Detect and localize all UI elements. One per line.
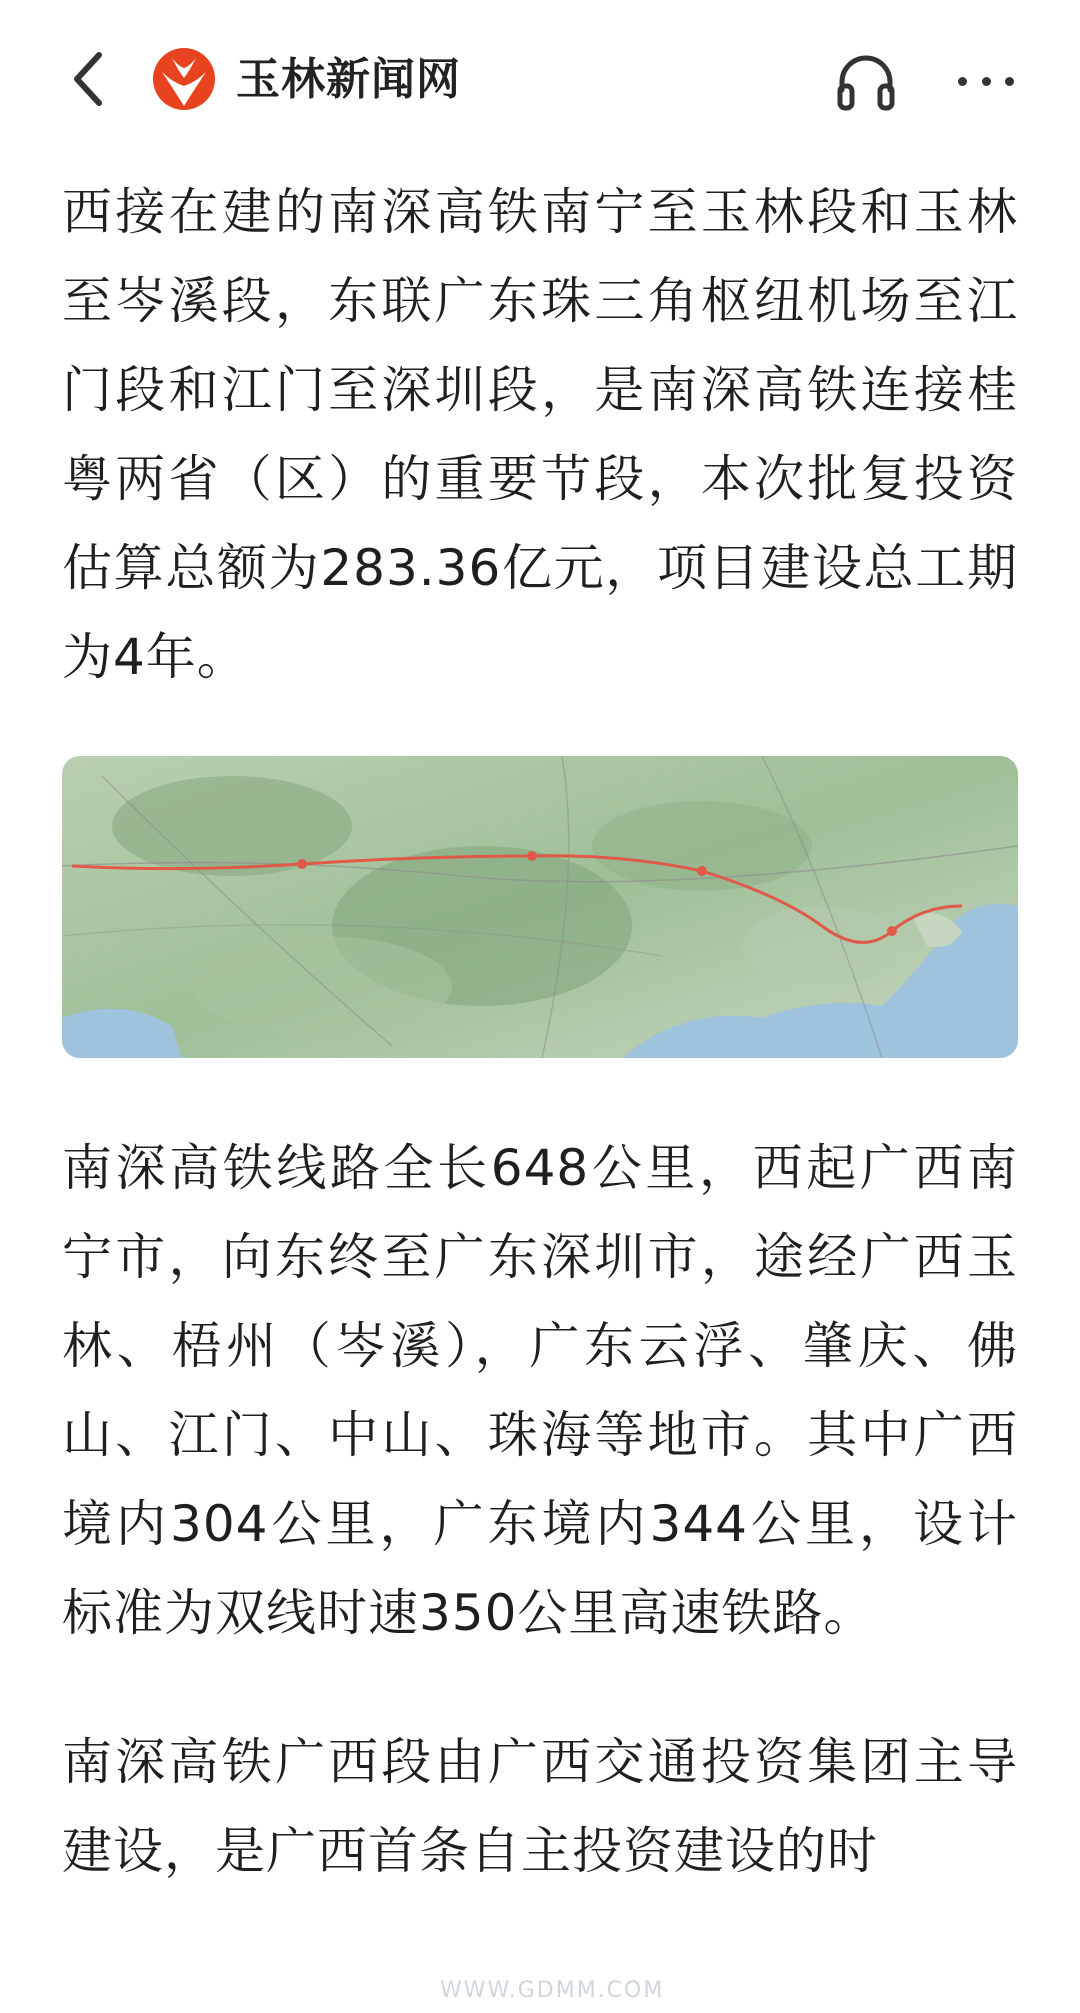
article-body bbox=[62, 168, 1018, 1896]
back-button[interactable] bbox=[58, 44, 118, 114]
more-dots-icon bbox=[958, 77, 967, 86]
more-options-button[interactable] bbox=[958, 56, 1014, 106]
chevron-left-icon bbox=[71, 51, 105, 107]
article-paragraph-1: 西接在建的南深高铁南宁至玉林段和玉林至岑溪段，东联广东珠三角枢纽机场至江门段和江门至深圳段，是南深高铁连接桂粤两省（区）的重要节段，本次批复投资估算总额为283.36亿元，项目建设总工期为4年。 bbox=[62, 183, 1018, 686]
article-paragraph-2: 南深高铁线路全长648公里，西起广西南宁市，向东终至广东深圳市，途经广西玉林、梧州（岑溪），广东云浮、肇庆、佛山、江门、中山、珠海等地市。其中广西境内304公里，广东境内344公里，设计标准为双线时速350公里高速铁路。 bbox=[62, 1139, 1018, 1642]
yulin-news-logo-icon bbox=[152, 46, 216, 112]
headphones-icon bbox=[834, 50, 898, 114]
watermark: WWW.GDMM.COM bbox=[440, 1978, 665, 2003]
listen-button[interactable] bbox=[834, 50, 898, 114]
article-paragraph-3: 南深高铁广西段由广西交通投资集团主导建设，是广西首条自主投资建设的时 bbox=[62, 1733, 1018, 1880]
app-title: 玉林新闻网 bbox=[236, 54, 461, 105]
railway-route-map[interactable] bbox=[62, 756, 1018, 1058]
top-bar bbox=[0, 0, 1080, 160]
